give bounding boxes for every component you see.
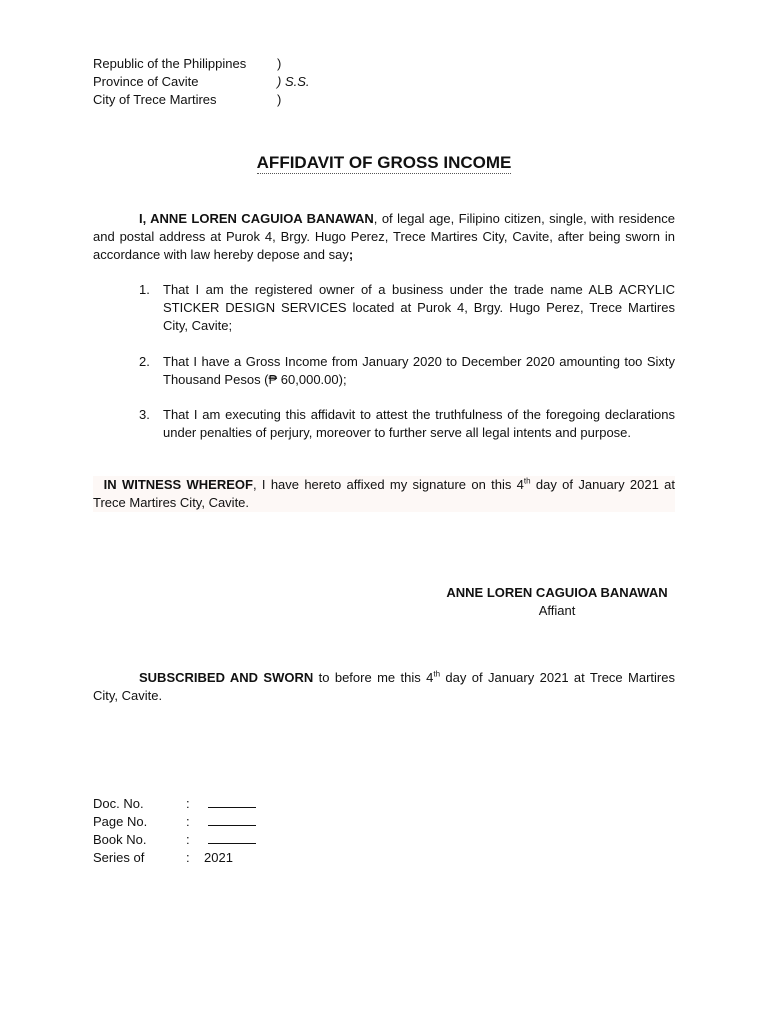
notary-colon: : bbox=[186, 814, 190, 829]
witness-paragraph bbox=[93, 476, 675, 512]
intro-paragraph bbox=[93, 210, 675, 264]
witness-text-1: , I have hereto affixed my signature on this 4 bbox=[252, 477, 524, 492]
notary-doc-blank bbox=[208, 795, 256, 808]
jurat-ordinal: th bbox=[433, 669, 441, 679]
witness-lead: IN WITNESS WHEREOF bbox=[103, 477, 253, 492]
notary-book-blank bbox=[208, 831, 256, 844]
jurat-lead: SUBSCRIBED AND SWORN bbox=[139, 670, 314, 685]
jurat-paragraph bbox=[93, 669, 675, 705]
notary-doc-label: Doc. No. bbox=[93, 796, 144, 811]
venue-country-row bbox=[93, 55, 282, 73]
list-item-number: 3. bbox=[139, 407, 150, 422]
list-item-text: That I have a Gross Income from January 2020 to December 2020 amounting too Sixty Thousand Pesos (₱ 60,000.00); bbox=[163, 354, 675, 387]
affiant-role: Affiant bbox=[538, 603, 576, 618]
venue-paren: ) bbox=[277, 92, 282, 107]
list-item-number: 1. bbox=[139, 282, 150, 297]
affiant-name: ANNE LOREN CAGUIOA BANAWAN bbox=[446, 585, 668, 600]
witness-text-2: day of January 2021 at Trece Martires City, Cavite. bbox=[93, 477, 675, 510]
document-title: AFFIDAVIT OF GROSS INCOME bbox=[256, 153, 512, 172]
notary-series-value: 2021 bbox=[204, 850, 233, 865]
document-title-row bbox=[0, 152, 768, 174]
notary-series-row bbox=[93, 849, 233, 867]
intro-text: , of legal age, Filipino citizen, single, with residence and postal address at Purok 4, Brgy. Hugo Perez, Trece Martires City, Cavite, after being sworn in accordance with law hereby depose and say bbox=[93, 211, 675, 262]
witness-ordinal: th bbox=[523, 476, 531, 486]
intro-end: ; bbox=[348, 247, 354, 262]
venue-province-row bbox=[93, 73, 310, 91]
notary-page-blank bbox=[208, 813, 256, 826]
notary-colon: : bbox=[186, 832, 190, 847]
list-item-number: 2. bbox=[139, 354, 150, 369]
jurat-text-2: day of January 2021 at Trece Martires City, Cavite. bbox=[93, 670, 675, 703]
venue-province: Province of Cavite bbox=[93, 74, 199, 89]
list-item-text: That I am the registered owner of a business under the trade name ALB ACRYLIC STICKER DESIGN SERVICES located at Purok 4, Brgy. Hugo Perez, Trece Martires City, Cavite; bbox=[163, 282, 675, 333]
notary-colon: : bbox=[186, 796, 190, 811]
notary-doc-row bbox=[93, 795, 256, 813]
jurat-text-1: to before me this 4 bbox=[313, 670, 434, 685]
intro-lead: I, ANNE LOREN CAGUIOA BANAWAN bbox=[139, 211, 374, 226]
list-item-text: That I am executing this affidavit to attest the truthfulness of the foregoing declarations under penalties of perjury, moreover to further serve all legal intents and purpose. bbox=[163, 407, 675, 440]
notary-page-row bbox=[93, 813, 256, 831]
notary-book-label: Book No. bbox=[93, 832, 147, 847]
venue-country: Republic of the Philippines bbox=[93, 56, 247, 71]
venue-ss: ) S.S. bbox=[277, 74, 310, 89]
venue-paren: ) bbox=[277, 56, 282, 71]
notary-page-label: Page No. bbox=[93, 814, 148, 829]
venue-city-row bbox=[93, 91, 282, 109]
notary-series-label: Series of bbox=[93, 850, 145, 865]
notary-colon: : bbox=[186, 850, 190, 865]
notary-book-row bbox=[93, 831, 256, 849]
venue-city: City of Trece Martires bbox=[93, 92, 217, 107]
